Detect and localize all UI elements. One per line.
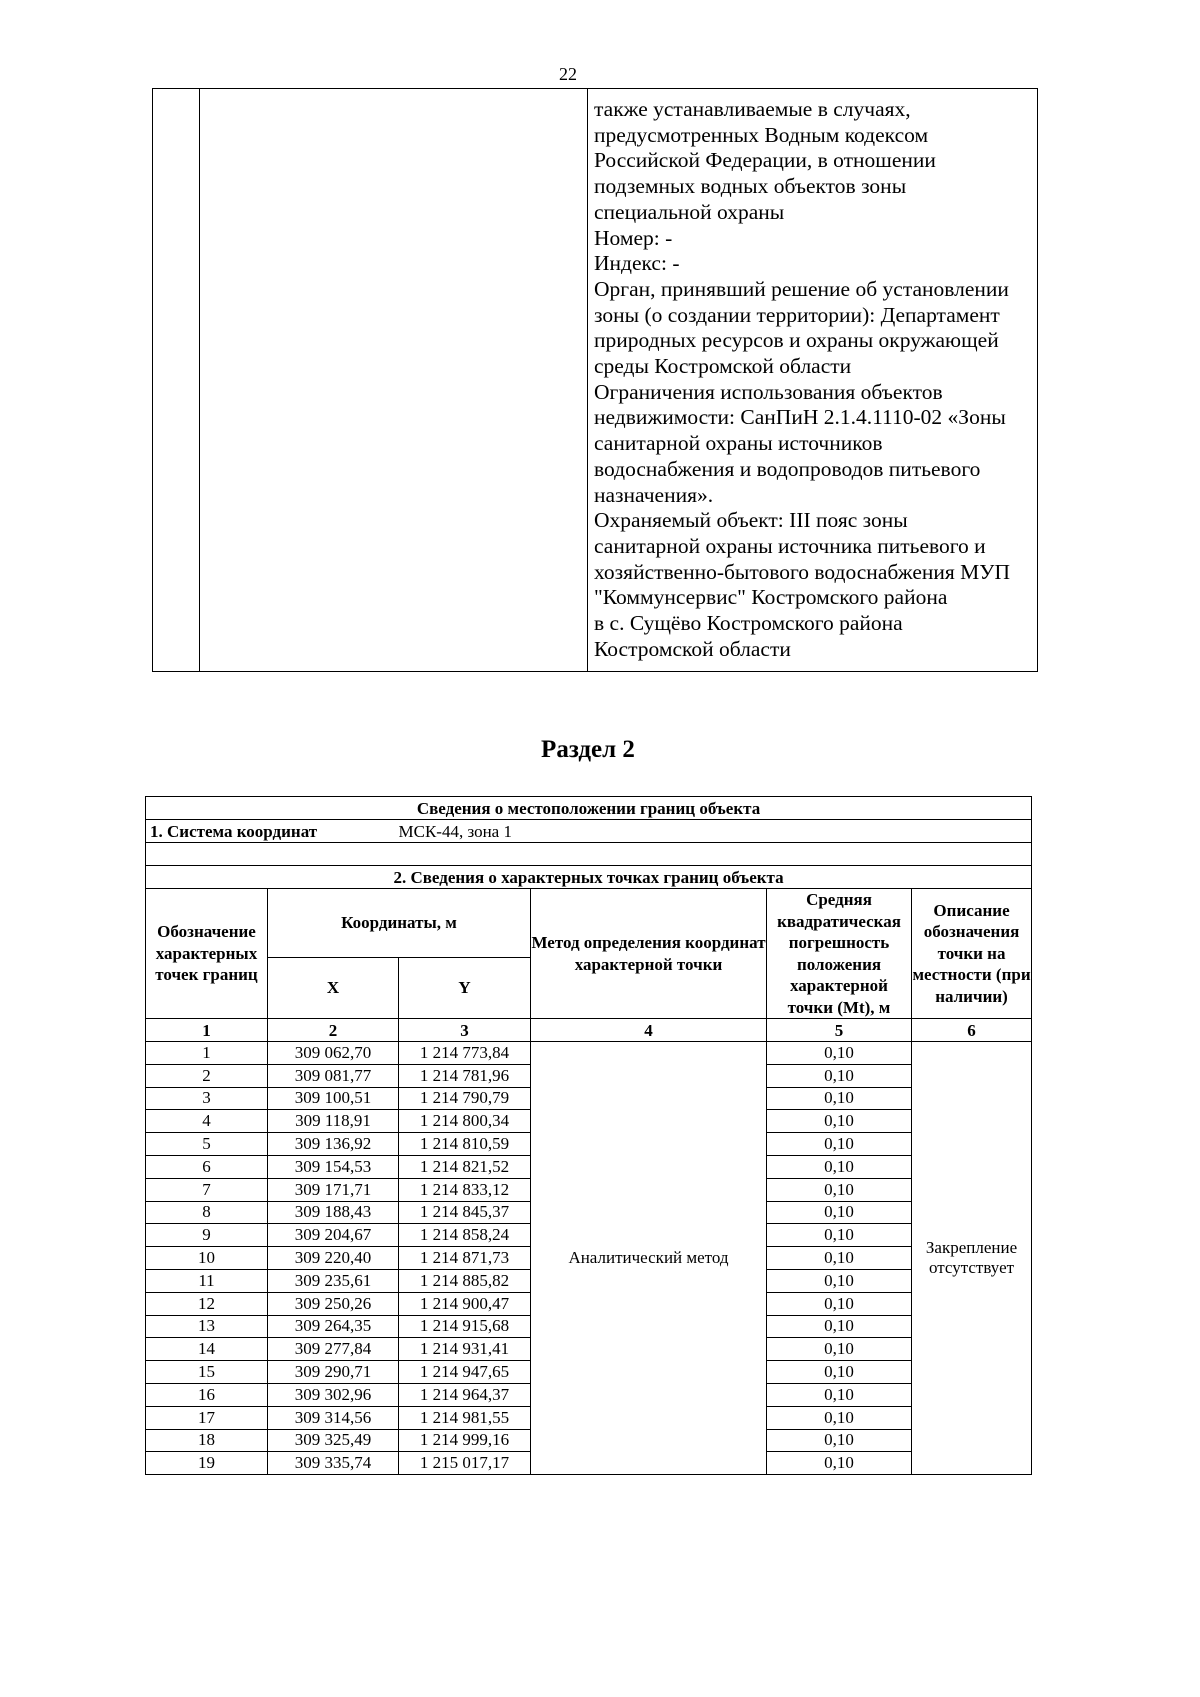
header-y: Y xyxy=(399,958,531,1019)
text-line: санитарной охраны источника питьевого и xyxy=(594,533,986,558)
coord-y: 1 214 858,24 xyxy=(399,1224,531,1247)
coord-y: 1 214 915,68 xyxy=(399,1315,531,1338)
header-x: X xyxy=(268,958,399,1019)
coord-system-label: 1. Система координат xyxy=(146,820,399,843)
text-line: природных ресурсов и охраны окружающей xyxy=(594,328,999,353)
coord-y: 1 214 800,34 xyxy=(399,1110,531,1133)
point-number: 8 xyxy=(146,1201,268,1224)
page-number: 22 xyxy=(559,64,577,84)
coord-y: 1 214 885,82 xyxy=(399,1269,531,1292)
error-cell: 0,10 xyxy=(767,1224,912,1247)
coord-x: 309 062,70 xyxy=(268,1042,399,1065)
text-line: Орган, принявший решение об установлении xyxy=(594,276,1009,301)
empty-cell xyxy=(200,89,588,672)
text-line: в с. Сущёво Костромского района xyxy=(594,611,903,636)
column-number: 6 xyxy=(912,1019,1032,1042)
coord-y: 1 214 947,65 xyxy=(399,1361,531,1384)
coord-x: 309 188,43 xyxy=(268,1201,399,1224)
point-number: 19 xyxy=(146,1452,268,1475)
zone-description-text xyxy=(588,89,1037,662)
coord-x: 309 081,77 xyxy=(268,1064,399,1087)
coord-x: 309 154,53 xyxy=(268,1155,399,1178)
empty-row xyxy=(146,843,1032,866)
coord-y: 1 214 981,55 xyxy=(399,1406,531,1429)
coord-y: 1 214 773,84 xyxy=(399,1042,531,1065)
coord-x: 309 277,84 xyxy=(268,1338,399,1361)
point-number: 1 xyxy=(146,1042,268,1065)
zone-description-cell xyxy=(588,89,1038,672)
error-cell: 0,10 xyxy=(767,1292,912,1315)
coord-y: 1 214 845,37 xyxy=(399,1201,531,1224)
header-coordinates: Координаты, м xyxy=(268,889,531,958)
point-number: 7 xyxy=(146,1178,268,1201)
point-number: 9 xyxy=(146,1224,268,1247)
error-cell: 0,10 xyxy=(767,1087,912,1110)
coord-y: 1 215 017,17 xyxy=(399,1452,531,1475)
point-number: 17 xyxy=(146,1406,268,1429)
point-number: 4 xyxy=(146,1110,268,1133)
error-cell: 0,10 xyxy=(767,1429,912,1452)
error-cell: 0,10 xyxy=(767,1155,912,1178)
text-line: Ограничения использования объектов xyxy=(594,379,943,404)
coord-x: 309 335,74 xyxy=(268,1452,399,1475)
header-error: Средняя квадратическая погрешность положения характерной точки (Mt), м xyxy=(767,889,912,1019)
coord-y: 1 214 964,37 xyxy=(399,1383,531,1406)
point-number: 16 xyxy=(146,1383,268,1406)
text-line: Российской Федерации, в отношении xyxy=(594,148,936,173)
coord-x: 309 235,61 xyxy=(268,1269,399,1292)
error-cell: 0,10 xyxy=(767,1133,912,1156)
section-title: Раздел 2 xyxy=(541,736,635,763)
error-cell: 0,10 xyxy=(767,1361,912,1384)
coord-y: 1 214 871,73 xyxy=(399,1247,531,1270)
error-cell: 0,10 xyxy=(767,1042,912,1065)
column-number: 1 xyxy=(146,1019,268,1042)
point-number: 2 xyxy=(146,1064,268,1087)
error-cell: 0,10 xyxy=(767,1315,912,1338)
point-number: 12 xyxy=(146,1292,268,1315)
coord-y: 1 214 821,52 xyxy=(399,1155,531,1178)
coord-y: 1 214 790,79 xyxy=(399,1087,531,1110)
error-cell: 0,10 xyxy=(767,1201,912,1224)
coord-y: 1 214 781,96 xyxy=(399,1064,531,1087)
error-cell: 0,10 xyxy=(767,1452,912,1475)
error-cell: 0,10 xyxy=(767,1110,912,1133)
text-line: Номер: - xyxy=(594,225,673,250)
error-cell: 0,10 xyxy=(767,1247,912,1270)
error-cell: 0,10 xyxy=(767,1064,912,1087)
table-row xyxy=(146,1042,1032,1065)
text-line: "Коммунсервис" Костромского района xyxy=(594,585,948,610)
point-number: 18 xyxy=(146,1429,268,1452)
text-line: предусмотренных Водным кодексом xyxy=(594,122,929,147)
error-cell: 0,10 xyxy=(767,1406,912,1429)
text-line: также устанавливаемые в случаях, xyxy=(594,97,911,121)
error-cell: 0,10 xyxy=(767,1383,912,1406)
empty-cell xyxy=(153,89,200,672)
coord-system-value: МСК-44, зона 1 xyxy=(399,820,1032,843)
table-title: Сведения о местоположении границ объекта xyxy=(146,797,1032,820)
column-number: 3 xyxy=(399,1019,531,1042)
text-line: Индекс: - xyxy=(594,251,680,276)
text-line: недвижимости: СанПиН 2.1.4.1110-02 «Зоны xyxy=(594,405,1006,430)
text-line: Костромской области xyxy=(594,636,791,661)
coord-x: 309 290,71 xyxy=(268,1361,399,1384)
text-line: зоны (о создании территории): Департамент xyxy=(594,302,1000,327)
coord-y: 1 214 931,41 xyxy=(399,1338,531,1361)
error-cell: 0,10 xyxy=(767,1178,912,1201)
header-designation: Обозначение характерных точек границ xyxy=(146,889,268,1019)
column-number: 5 xyxy=(767,1019,912,1042)
coord-x: 309 204,67 xyxy=(268,1224,399,1247)
text-line: подземных водных объектов зоны xyxy=(594,174,907,199)
column-number: 2 xyxy=(268,1019,399,1042)
coord-y: 1 214 810,59 xyxy=(399,1133,531,1156)
text-line: специальной охраны xyxy=(594,199,785,224)
coord-y: 1 214 999,16 xyxy=(399,1429,531,1452)
point-number: 13 xyxy=(146,1315,268,1338)
coord-x: 309 100,51 xyxy=(268,1087,399,1110)
coord-x: 309 250,26 xyxy=(268,1292,399,1315)
coord-x: 309 325,49 xyxy=(268,1429,399,1452)
coord-x: 309 302,96 xyxy=(268,1383,399,1406)
error-cell: 0,10 xyxy=(767,1338,912,1361)
point-number: 3 xyxy=(146,1087,268,1110)
coord-x: 309 136,92 xyxy=(268,1133,399,1156)
point-number: 15 xyxy=(146,1361,268,1384)
text-line: среды Костромской области xyxy=(594,354,852,379)
text-line: санитарной охраны источников xyxy=(594,431,883,456)
coord-y: 1 214 900,47 xyxy=(399,1292,531,1315)
method-cell: Аналитический метод xyxy=(531,1042,767,1475)
text-line: водоснабжения и водопроводов питьевого xyxy=(594,456,981,481)
coord-y: 1 214 833,12 xyxy=(399,1178,531,1201)
header-description: Описание обозначения точки на местности (при наличии) xyxy=(912,889,1032,1019)
text-line: Охраняемый объект: III пояс зоны xyxy=(594,508,908,533)
point-number: 14 xyxy=(146,1338,268,1361)
point-number: 11 xyxy=(146,1269,268,1292)
boundary-points-table xyxy=(145,796,1032,1475)
text-line: назначения». xyxy=(594,482,714,507)
coord-x: 309 118,91 xyxy=(268,1110,399,1133)
error-cell: 0,10 xyxy=(767,1269,912,1292)
description-cell: Закрепление отсутствует xyxy=(912,1042,1032,1475)
point-number: 6 xyxy=(146,1155,268,1178)
header-method: Метод определения координат характерной точки xyxy=(531,889,767,1019)
coord-x: 309 264,35 xyxy=(268,1315,399,1338)
section1-continuation-table xyxy=(152,88,1038,672)
coord-x: 309 314,56 xyxy=(268,1406,399,1429)
text-line: хозяйственно-бытового водоснабжения МУП xyxy=(594,559,1011,584)
point-number: 10 xyxy=(146,1247,268,1270)
coord-x: 309 220,40 xyxy=(268,1247,399,1270)
coord-x: 309 171,71 xyxy=(268,1178,399,1201)
column-number: 4 xyxy=(531,1019,767,1042)
point-number: 5 xyxy=(146,1133,268,1156)
points-title: 2. Сведения о характерных точках границ объекта xyxy=(146,866,1032,889)
